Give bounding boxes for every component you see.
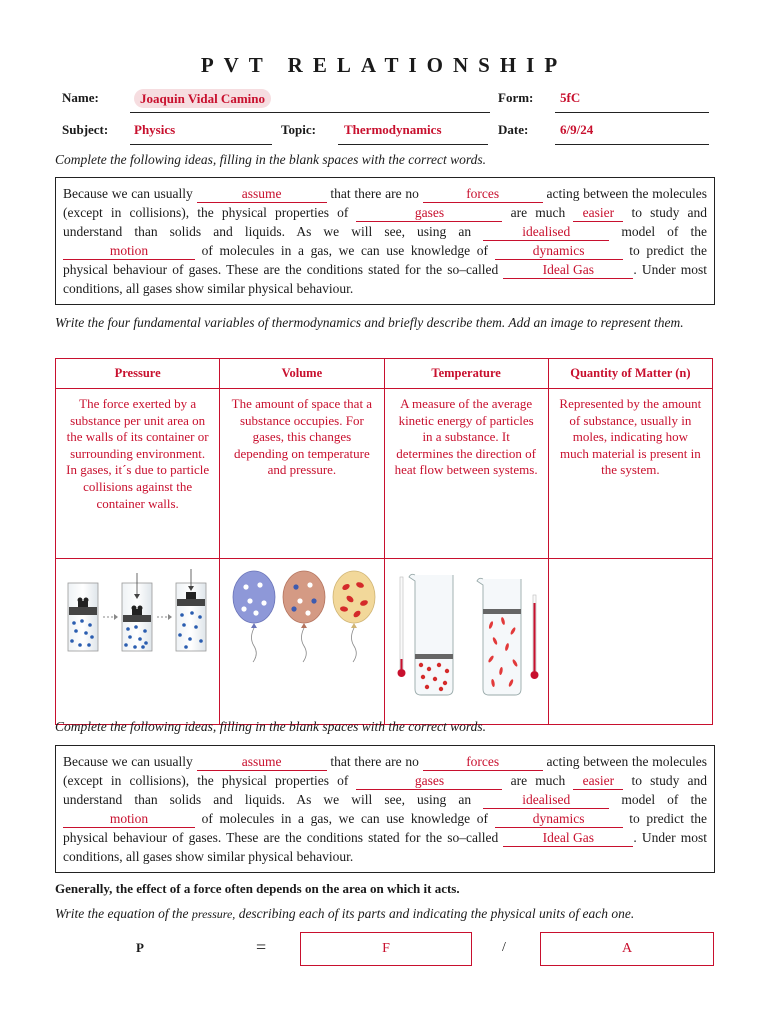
paragraph-text: are much <box>510 205 566 220</box>
thermometer-hot <box>530 595 538 679</box>
image-cell-temperature <box>384 559 548 725</box>
paragraph-text: . Under most conditions, all gases show similar physical behaviour. <box>63 262 707 296</box>
instruction-keyword: pressure, <box>191 907 236 921</box>
header-volume: Volume <box>220 359 384 389</box>
blank-gases[interactable]: gases <box>356 773 502 790</box>
beaker-hot <box>477 578 521 695</box>
page-title: PVT RELATIONSHIP <box>200 53 568 77</box>
blank-assume[interactable]: assume <box>197 754 327 771</box>
equation-pressure-symbol: P <box>136 940 144 955</box>
date-underline <box>555 144 709 145</box>
form-label: Form: <box>498 90 534 105</box>
pressure-cylinders-illustration <box>56 559 220 719</box>
name-field[interactable]: Joaquin Vidal Camino <box>134 89 271 108</box>
paragraph-text: acting between the molecules (except in collisions), the physical properties of <box>63 754 707 788</box>
blank-gases[interactable]: gases <box>356 205 502 222</box>
image-cell-volume <box>220 559 384 725</box>
beaker-cold <box>409 574 453 695</box>
instruction-fill-blanks-1: Complete the following ideas, filling in the blank spaces with the correct words. <box>55 152 486 167</box>
paragraph-text: acting between the molecules (except in collisions), the physical properties of <box>63 186 707 220</box>
blank-dynamics[interactable]: dynamics <box>495 811 623 828</box>
balloon-yellow <box>333 571 375 662</box>
paragraph-text: to study and understand than solids and liquids. As we will see, using an <box>63 205 708 239</box>
form-underline <box>555 112 709 113</box>
instruction-text: describing each of its parts and indicating the physical units of each one. <box>238 906 635 921</box>
desc-pressure: The force exerted by a substance per unit area on the walls of its container or surrounding environment. In gases, it´s due to particle collisions against the container walls. <box>56 389 220 559</box>
date-label: Date: <box>498 122 529 137</box>
paragraph-text: of molecules in a gas, we can use knowledge of <box>201 243 489 258</box>
blank-easier[interactable]: easier <box>573 773 623 790</box>
instruction-variables: Write the four fundamental variables of thermodynamics and briefly describe them. Add an image to represent them. <box>55 315 684 330</box>
fill-blanks-box-2 <box>55 745 715 873</box>
temperature-beakers-illustration <box>385 559 549 719</box>
cylinder-3 <box>176 569 206 651</box>
fill-blanks-box-1 <box>55 177 715 305</box>
paragraph-text: to predict the physical behaviour of gases. These are the conditions stated for the so–called <box>63 243 708 277</box>
paragraph-text: that there are no <box>330 186 419 201</box>
blank-ideal-gas[interactable]: Ideal Gas <box>503 830 633 847</box>
balloon-blue <box>233 571 275 662</box>
equation-area-box[interactable]: A <box>540 932 714 966</box>
paragraph-text: Because we can usually <box>63 754 193 769</box>
instruction-text: Write the equation of the <box>55 906 189 921</box>
desc-quantity-of-matter: Represented by the amount of substance, usually in moles, indicating how much material is present in the system. <box>548 389 712 559</box>
paragraph-text: that there are no <box>330 754 419 769</box>
header-temperature: Temperature <box>384 359 548 389</box>
blank-forces[interactable]: forces <box>423 754 543 771</box>
name-underline <box>130 112 490 113</box>
subject-label: Subject: <box>62 122 109 137</box>
image-cell-pressure <box>56 559 220 725</box>
topic-label: Topic: <box>281 122 316 137</box>
desc-temperature: A measure of the average kinetic energy of particles in a substance. It determines the direction of heat flow between systems. <box>384 389 548 559</box>
paragraph-text: are much <box>510 773 566 788</box>
equation-force-box[interactable]: F <box>300 932 472 966</box>
equation-divide-sign: / <box>502 940 506 955</box>
subject-field[interactable]: Physics <box>134 122 176 137</box>
topic-field[interactable]: Thermodynamics <box>344 122 442 137</box>
blank-easier[interactable]: easier <box>573 205 623 222</box>
blank-idealised[interactable]: idealised <box>483 224 609 241</box>
paragraph-text: Because we can usually <box>63 186 193 201</box>
desc-volume: The amount of space that a substance occupies. For gases, this changes depending on temperature and pressure. <box>220 389 384 559</box>
instruction-fill-blanks-2: Complete the following ideas, filling in the blank spaces with the correct words. <box>55 719 486 734</box>
paragraph-text: model of the <box>621 224 708 239</box>
balloon-orange <box>283 571 325 662</box>
equation-equals-sign: = <box>256 937 267 957</box>
paragraph-text: of molecules in a gas, we can use knowledge of <box>201 811 489 826</box>
cylinder-2 <box>122 573 152 651</box>
blank-dynamics[interactable]: dynamics <box>495 243 623 260</box>
header-pressure: Pressure <box>56 359 220 389</box>
topic-underline <box>338 144 488 145</box>
subject-underline <box>130 144 272 145</box>
name-label: Name: <box>62 90 99 105</box>
header-quantity-of-matter: Quantity of Matter (n) <box>548 359 712 389</box>
paragraph-text: model of the <box>621 792 708 807</box>
force-area-note: Generally, the effect of a force often depends on the area on which it acts. <box>55 881 460 896</box>
thermometer-cold <box>397 577 405 677</box>
image-cell-quantity-of-matter <box>548 559 712 725</box>
blank-idealised[interactable]: idealised <box>483 792 609 809</box>
cylinder-1 <box>68 583 98 651</box>
blank-assume[interactable]: assume <box>197 186 327 203</box>
date-field[interactable]: 6/9/24 <box>560 122 594 137</box>
blank-forces[interactable]: forces <box>423 186 543 203</box>
paragraph-text: . Under most conditions, all gases show similar physical behaviour. <box>63 830 707 864</box>
volume-balloons-illustration <box>220 559 384 719</box>
instruction-pressure-equation <box>55 906 634 922</box>
paragraph-text: to predict the physical behaviour of gases. These are the conditions stated for the so–called <box>63 811 708 845</box>
blank-ideal-gas[interactable]: Ideal Gas <box>503 262 633 279</box>
blank-motion[interactable]: motion <box>63 811 195 828</box>
paragraph-text: to study and understand than solids and liquids. As we will see, using an <box>63 773 708 807</box>
variables-table <box>55 358 713 725</box>
blank-motion[interactable]: motion <box>63 243 195 260</box>
form-field[interactable]: 5fC <box>560 90 581 105</box>
